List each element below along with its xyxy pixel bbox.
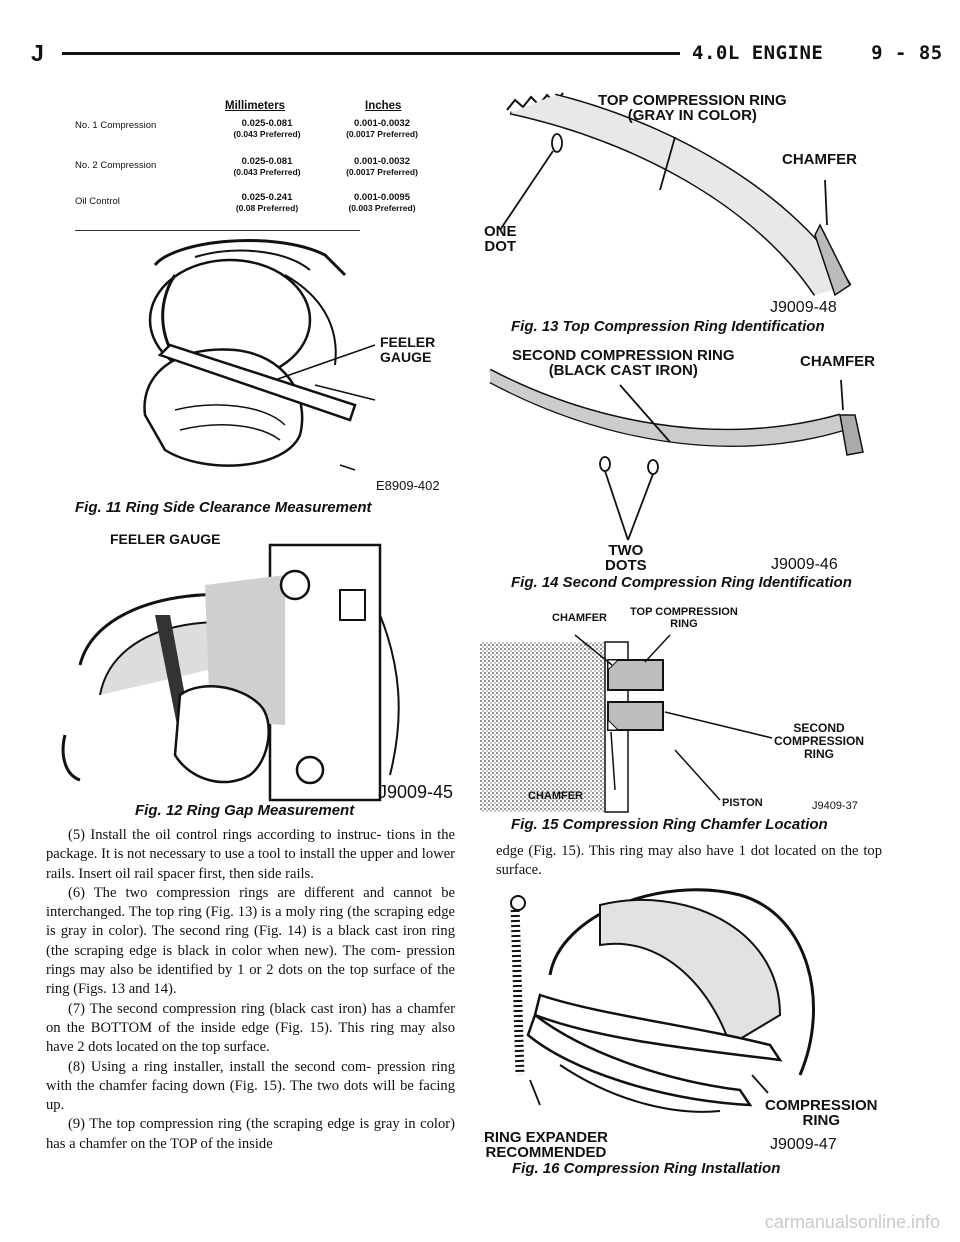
fig14-caption: Fig. 14 Second Compression Ring Identification [511, 574, 852, 591]
table-row [75, 120, 156, 131]
fig15-second-ring-label: SECOND COMPRESSION RING [774, 721, 865, 761]
fig14-second-ring-label: SECOND COMPRESSION RING (BLACK CAST IRON) [512, 347, 735, 379]
table-row [75, 160, 156, 171]
table-cell-in: 0.001-0.0032 (0.0017 Preferred) [346, 118, 418, 139]
table-bottom-rule [75, 230, 360, 231]
watermark-text: carmanualsonline.info [764, 1212, 940, 1232]
fig12-ring-gap-drawing [60, 545, 460, 800]
paragraph: (9) The top compression ring (the scraping edge is gray in color) has a chamfer on the TOP of the inside [46, 1116, 455, 1152]
paragraph: (6) The two compression rings are different and cannot be interchanged. The top ring (Fig. 13) is a moly ring (the scraping edge is gray in color). The second ring (Fig. 14) is a black cast iron ring (the scraping edge is black in color when new). The com- pression rings may also be identified by 1 or 2 dots on the top surface of the ring (Figs. 13 and 14). [46, 884, 455, 998]
fig13-chamfer-label: CHAMFER [782, 151, 857, 168]
table-cell-in: 0.001-0.0032 (0.0017 Preferred) [346, 156, 418, 177]
fig13-caption: Fig. 13 Top Compression Ring Identification [511, 318, 825, 335]
fig15-chamfer-bottom-label: CHAMFER [528, 790, 583, 802]
fig16-compression-ring-label: COMPRESSION RING [765, 1097, 878, 1129]
fig16-ring-expander-label: RING EXPANDER RECOMMENDED [484, 1129, 608, 1161]
fig11-spec-table [75, 100, 435, 230]
fig12-caption: Fig. 12 Ring Gap Measurement [135, 802, 355, 819]
table-row-label: No. 2 Compression [75, 160, 157, 171]
fig16-ring-installation-drawing [480, 875, 870, 1120]
fig13-top-ring-label: TOP COMPRESSION RING (GRAY IN COLOR) [598, 92, 787, 124]
fig15-piston-label: PISTON [722, 797, 763, 809]
table-row-label: No. 1 Compression [75, 120, 157, 131]
fig11-code: E8909-402 [376, 478, 440, 493]
header-section-letter: J [31, 40, 44, 66]
table-cell-mm: 0.025-0.241 (0.08 Preferred) [235, 192, 299, 213]
table-row [75, 196, 120, 207]
fig12-feeler-gauge-label: FEELER GAUGE [110, 531, 221, 547]
table-cell-mm: 0.025-0.081 (0.043 Preferred) [233, 118, 301, 139]
table-row-label: Oil Control [75, 196, 120, 207]
table-header-in: Inches [365, 100, 402, 112]
fig15-top-ring-label: TOP COMPRESSION RING [630, 606, 738, 630]
fig13-code: J9009-48 [770, 299, 837, 316]
body-left [46, 826, 455, 1154]
fig14-code: J9009-46 [771, 556, 838, 573]
fig14-second-ring-drawing [485, 360, 870, 550]
fig16-code: J9009-47 [770, 1136, 837, 1153]
fig13-one-dot-label: ONE DOT [484, 223, 517, 255]
paragraph: edge (Fig. 15). This ring may also have 1 dot located on the top surface. [496, 843, 882, 879]
fig14-two-dots-label: TWO DOTS [605, 542, 647, 574]
paragraph: (5) Install the oil control rings according to instruc- tions in the package. It is not necessary to use a tool to install the upper and lower rails. Insert oil rail spacer first, then side rails. [46, 827, 455, 882]
fig14-chamfer-label: CHAMFER [800, 353, 875, 370]
table-cell-in: 0.001-0.0095 (0.003 Preferred) [348, 192, 416, 213]
fig15-code: J9409-37 [812, 800, 858, 812]
fig12-code: J9009-45 [378, 782, 454, 802]
fig16-caption: Fig. 16 Compression Ring Installation [512, 1160, 781, 1177]
paragraph: (8) Using a ring installer, install the second com- pression ring with the chamfer facing down (Fig. 15). The two dots will be facing up. [46, 1058, 455, 1114]
fig15-caption: Fig. 15 Compression Ring Chamfer Location [511, 816, 828, 833]
table-header-mm: Millimeters [225, 100, 286, 112]
table-cell-mm: 0.025-0.081 (0.043 Preferred) [233, 156, 301, 177]
fig15-chamfer-top-label: CHAMFER [552, 612, 607, 624]
fig11-feeler-label: FEELER GAUGE [380, 334, 436, 365]
paragraph: (7) The second compression ring (black cast iron) has a chamfer on the BOTTOM of the inside edge (Fig. 15). This ring may also have 2 dots located on the top surface. [46, 1000, 455, 1056]
header-page-title: 4.0L ENGINE 9 - 85 [692, 42, 943, 64]
fig11-caption: Fig. 11 Ring Side Clearance Measurement [75, 499, 372, 516]
header-rule [62, 52, 680, 55]
